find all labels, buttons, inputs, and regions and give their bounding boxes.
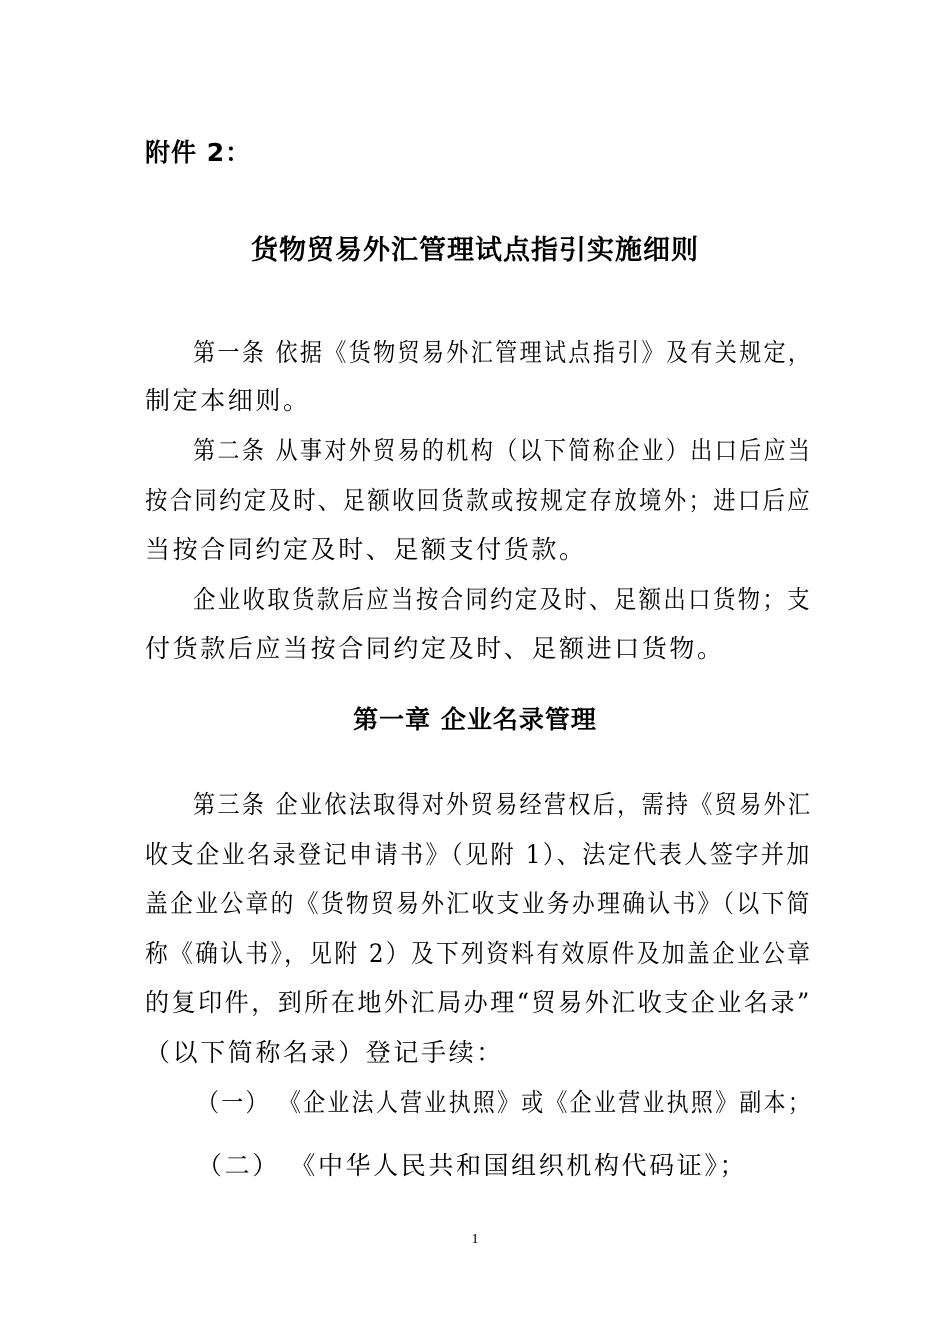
attachment-label: 附件 2： (145, 138, 252, 167)
list-item: （二） 《中华人民共和国组织机构代码证》； (197, 1151, 748, 1180)
paragraph-line: 按合同约定及时、足额收回货款或按规定存放境外；进口后应 (145, 486, 812, 515)
paragraph-line: （以下简称名录）登记手续： (145, 1038, 504, 1067)
document-title: 货物贸易外汇管理试点指引实施细则 (251, 235, 699, 266)
chapter-title: 第一章 企业名录管理 (353, 705, 597, 734)
paragraph-line: 盖企业公章的《货物贸易外汇收支业务办理确认书》（以下简 (145, 889, 812, 918)
paragraph-line: 第一条 依据《货物贸易外汇管理试点指引》及有关规定， (193, 338, 813, 367)
paragraph-line: 当按合同约定及时、足额支付货款。 (145, 535, 587, 564)
paragraph-line: 第三条 企业依法取得对外贸易经营权后，需持《贸易外汇 (193, 790, 813, 819)
paragraph-line: 第二条 从事对外贸易的机构（以下简称企业）出口后应当 (193, 436, 813, 465)
list-item: （一） 《企业法人营业执照》或《企业营业执照》副本； (197, 1088, 813, 1117)
paragraph-line: 称《确认书》，见附 2）及下列资料有效原件及加盖企业公章 (145, 939, 813, 968)
page-number: 1 (471, 1232, 479, 1247)
paragraph-line: 制定本细则。 (145, 386, 311, 415)
paragraph-line: 收支企业名录登记申请书》（见附 1）、法定代表人签字并加 (145, 840, 812, 869)
paragraph-line: 的复印件，到所在地外汇局办理“贸易外汇收支企业名录” (145, 988, 812, 1017)
paragraph-line: 企业收取货款后应当按合同约定及时、足额出口货物；支 (193, 585, 812, 614)
paragraph-line: 付货款后应当按合同约定及时、足额进口货物。 (145, 634, 725, 663)
